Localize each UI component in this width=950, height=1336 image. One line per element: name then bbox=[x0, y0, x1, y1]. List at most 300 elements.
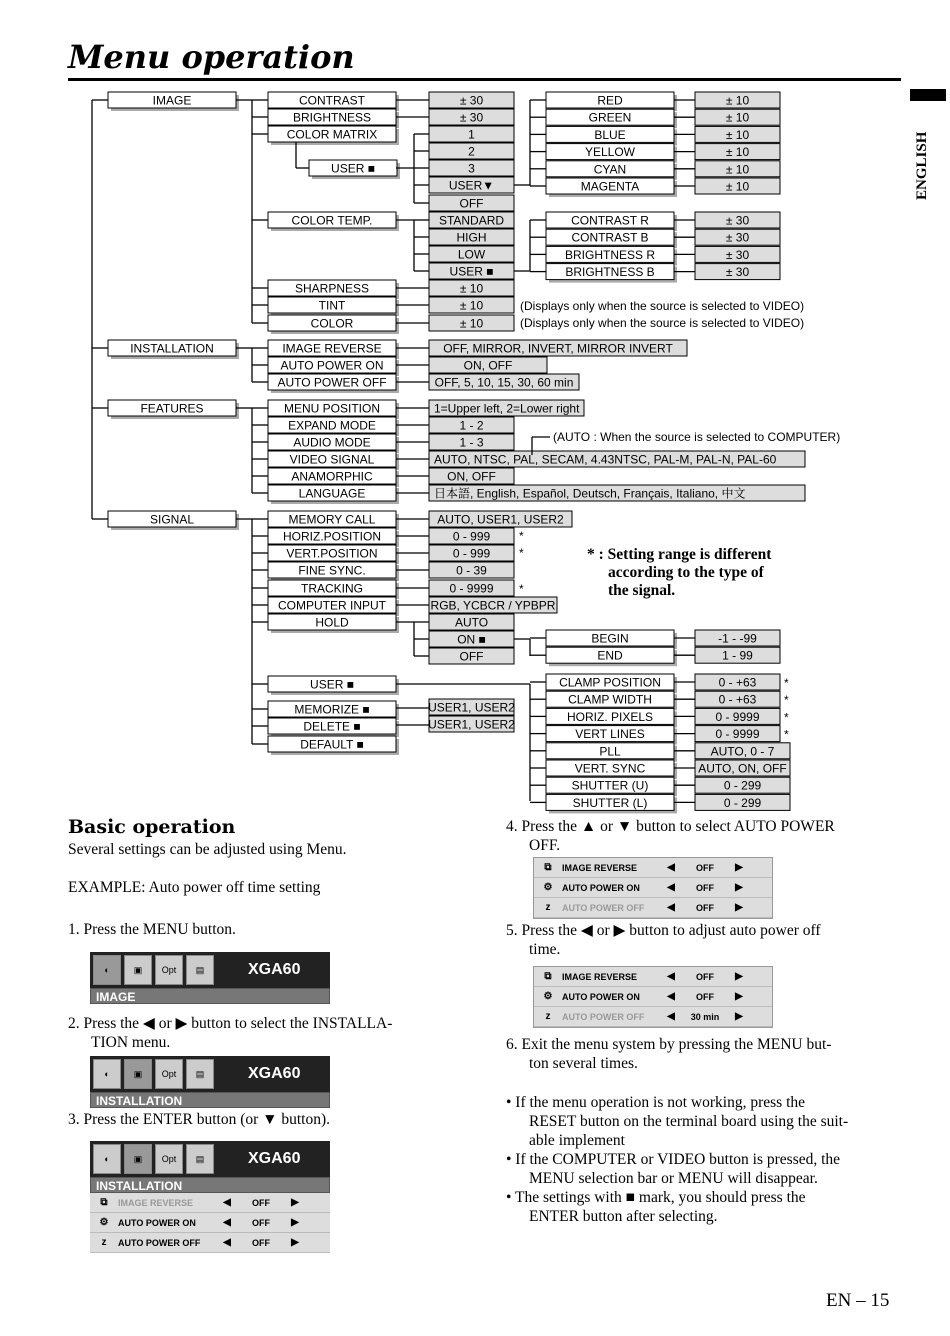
user-sub-value bbox=[695, 691, 780, 707]
top-menu-features bbox=[108, 400, 239, 419]
basic-operation-heading: Basic operation bbox=[68, 816, 236, 838]
features-value bbox=[429, 468, 514, 484]
step-6a: 6. Exit the menu system by pressing the MENU but- bbox=[506, 1036, 832, 1053]
top-menu-installation bbox=[108, 340, 239, 359]
auto-note: (AUTO : When the source is selected to COMPUTER) bbox=[553, 430, 841, 444]
features-item-label: AUDIO MODE bbox=[293, 435, 371, 450]
hold-value bbox=[695, 630, 780, 646]
setting-note-2: according to the type of bbox=[608, 564, 764, 581]
hold-item bbox=[546, 647, 677, 666]
user-sub-item bbox=[546, 708, 677, 727]
image-value-label: ± 10 bbox=[459, 316, 484, 331]
features-value bbox=[429, 400, 584, 416]
color-temp-item bbox=[546, 264, 677, 283]
step-1: 1. Press the MENU button. bbox=[68, 921, 236, 938]
signal-user-sub bbox=[268, 701, 399, 720]
image-value bbox=[429, 229, 514, 245]
installation-value bbox=[429, 374, 579, 390]
signal-value bbox=[429, 562, 514, 578]
color-temp-item bbox=[546, 212, 677, 231]
user-sub-item-label: VERT. SYNC bbox=[574, 761, 646, 776]
hold-off-value-label: OFF bbox=[459, 649, 484, 664]
image-value-label: ± 30 bbox=[459, 93, 484, 108]
features-menu-icon: Opt bbox=[155, 955, 183, 985]
user-sub-item-label: SHUTTER (U) bbox=[571, 778, 649, 793]
signal-item bbox=[268, 562, 399, 581]
row-value: OFF bbox=[696, 862, 714, 873]
page-title: Menu operation bbox=[68, 38, 355, 76]
user-sub-value bbox=[695, 726, 780, 742]
matrix-color-item-label: GREEN bbox=[588, 110, 632, 125]
image-value bbox=[429, 160, 514, 176]
hold-value-label: -1 - -99 bbox=[718, 631, 757, 646]
bullet-2b: MENU selection bar or MENU will disappear. bbox=[529, 1170, 818, 1187]
memorize-value-label: USER1, USER2 bbox=[428, 700, 515, 715]
signal-item-label: VERT.POSITION bbox=[286, 546, 378, 561]
signal-item-label: MEMORY CALL bbox=[288, 512, 376, 527]
image-menu-icon: ◐ bbox=[93, 955, 121, 985]
matrix-color-value bbox=[695, 178, 780, 194]
auto-power-on-icon: ⚙ bbox=[99, 1217, 109, 1228]
image-value-label: LOW bbox=[457, 247, 486, 262]
image-item bbox=[268, 212, 399, 231]
bullet-3b: ENTER button after selecting. bbox=[529, 1208, 718, 1225]
signal-value-label: 0 - 999 bbox=[452, 546, 491, 561]
features-item bbox=[268, 434, 399, 453]
image-item bbox=[268, 92, 399, 111]
features-item-label: MENU POSITION bbox=[283, 401, 381, 416]
menu-screen-1 bbox=[90, 952, 330, 1004]
image-item bbox=[268, 109, 399, 128]
auto-power-off-icon: z bbox=[101, 1237, 107, 1248]
features-value-label: 1 - 2 bbox=[459, 418, 484, 433]
model-name: XGA60 bbox=[248, 1065, 301, 1082]
user-sub-value-label: AUTO, ON, OFF bbox=[698, 761, 787, 776]
signal-value bbox=[429, 545, 514, 561]
features-menu-icon: Opt bbox=[155, 1059, 183, 1089]
image-value-label: 3 bbox=[468, 161, 475, 176]
top-menu-image-label: IMAGE bbox=[152, 93, 192, 108]
user-sub-item bbox=[546, 777, 677, 796]
features-item bbox=[268, 451, 399, 470]
matrix-color-value bbox=[695, 92, 780, 108]
left-arrow-icon: ◀ bbox=[667, 971, 675, 982]
top-menu-signal bbox=[108, 511, 239, 530]
row-value: OFF bbox=[252, 1197, 270, 1208]
image-item-label: COLOR TEMP. bbox=[291, 213, 373, 228]
user-sub-value bbox=[695, 743, 790, 759]
signal-item bbox=[268, 597, 399, 616]
right-arrow-icon: ▶ bbox=[735, 902, 743, 913]
image-item-label: COLOR MATRIX bbox=[286, 127, 378, 142]
signal-value-label: 0 - 9999 bbox=[449, 581, 494, 596]
step-5b: time. bbox=[529, 941, 561, 958]
delete-value-label: USER1, USER2 bbox=[428, 717, 515, 732]
user-sub-item bbox=[546, 691, 677, 710]
left-arrow-icon: ◀ bbox=[223, 1237, 231, 1248]
matrix-color-item-label: YELLOW bbox=[584, 145, 636, 160]
matrix-color-item bbox=[546, 92, 677, 111]
row-value: OFF bbox=[252, 1237, 270, 1248]
signal-menu-icon: ▤ bbox=[186, 1144, 214, 1174]
image-value-label: ± 10 bbox=[459, 281, 484, 296]
left-arrow-icon: ◀ bbox=[667, 862, 675, 873]
user-sub-value-label: 0 - 9999 bbox=[715, 727, 760, 742]
user-sub-item bbox=[546, 794, 677, 813]
signal-value-label: AUTO, USER1, USER2 bbox=[437, 512, 564, 527]
signal-item bbox=[268, 545, 399, 564]
image-value bbox=[429, 126, 514, 142]
image-value-label: ± 10 bbox=[459, 298, 484, 313]
signal-value-label: 0 - 39 bbox=[456, 563, 487, 578]
matrix-color-value-label: ± 10 bbox=[725, 179, 750, 194]
matrix-color-item bbox=[546, 178, 677, 197]
image-value-label: USER ■ bbox=[449, 264, 494, 279]
image-value-label: STANDARD bbox=[438, 213, 505, 228]
step-2b: TION menu. bbox=[91, 1034, 171, 1051]
row-label: IMAGE REVERSE bbox=[562, 862, 638, 873]
image-item bbox=[309, 160, 400, 179]
image-value bbox=[429, 246, 514, 262]
menu-bar: INSTALLATION bbox=[90, 1092, 330, 1108]
image-menu-icon: ◐ bbox=[93, 1144, 121, 1174]
row-label: IMAGE REVERSE bbox=[562, 971, 638, 982]
color-temp-value-label: ± 30 bbox=[725, 265, 750, 280]
color-temp-value bbox=[695, 229, 780, 245]
signal-item-label: HORIZ.POSITION bbox=[282, 529, 382, 544]
row-value: OFF bbox=[696, 971, 714, 982]
matrix-color-value-label: ± 10 bbox=[725, 127, 750, 142]
hold-on-value-label: ON ■ bbox=[457, 632, 486, 647]
right-arrow-icon: ▶ bbox=[291, 1237, 299, 1248]
user-sub-value-label: 0 - 299 bbox=[723, 795, 762, 810]
image-value-label: HIGH bbox=[456, 230, 487, 245]
hold-item-label: END bbox=[597, 648, 623, 663]
delete-value bbox=[428, 716, 515, 732]
matrix-color-item bbox=[546, 161, 677, 180]
memorize-value bbox=[428, 699, 515, 715]
matrix-color-value bbox=[695, 126, 780, 142]
step-5a: 5. Press the ◀ or ▶ button to adjust auto power off bbox=[506, 922, 821, 939]
setting-note-1: * : Setting range is different bbox=[587, 546, 772, 563]
matrix-color-item bbox=[546, 126, 677, 145]
menu-rows-step-4 bbox=[533, 857, 773, 919]
right-arrow-icon: ▶ bbox=[735, 991, 743, 1002]
image-item-label: COLOR bbox=[310, 316, 354, 331]
image-value-label: OFF bbox=[459, 196, 484, 211]
installation-value bbox=[429, 340, 687, 356]
color-temp-value bbox=[695, 212, 780, 228]
image-value bbox=[429, 212, 514, 228]
right-arrow-icon: ▶ bbox=[291, 1197, 299, 1208]
signal-item bbox=[268, 580, 399, 599]
installation-value-label: OFF, MIRROR, INVERT, MIRROR INVERT bbox=[443, 341, 673, 356]
top-menu-image bbox=[108, 92, 239, 111]
row-value: OFF bbox=[696, 902, 714, 913]
features-value-label: 日本語, English, Español, Deutsch, Français, Italiano, 中文 bbox=[434, 486, 746, 501]
bullet-1a: • If the menu operation is not working, press the bbox=[506, 1094, 806, 1111]
user-sub-item bbox=[546, 743, 677, 762]
signal-value bbox=[429, 511, 572, 527]
left-arrow-icon: ◀ bbox=[223, 1197, 231, 1208]
image-reverse-icon: ⧉ bbox=[544, 862, 552, 873]
image-item-label: BRIGHTNESS bbox=[292, 110, 372, 125]
user-sub-item bbox=[546, 674, 677, 693]
signal-item bbox=[268, 528, 399, 547]
features-item bbox=[268, 468, 399, 487]
features-menu-icon: Opt bbox=[155, 1144, 183, 1174]
image-value bbox=[429, 297, 514, 313]
matrix-color-value-label: ± 10 bbox=[725, 162, 750, 177]
image-reverse-icon: ⧉ bbox=[100, 1197, 108, 1208]
image-item bbox=[268, 297, 399, 316]
hold-item bbox=[546, 630, 677, 649]
auto-power-off-icon: z bbox=[545, 1011, 551, 1022]
user-sub-value-label: AUTO, 0 - 7 bbox=[710, 744, 775, 759]
top-menu-signal-label: SIGNAL bbox=[149, 512, 195, 527]
signal-user-item bbox=[268, 676, 399, 695]
user-sub-value-label: 0 - +63 bbox=[718, 675, 757, 690]
matrix-color-item-label: CYAN bbox=[593, 162, 627, 177]
row-label: IMAGE REVERSE bbox=[118, 1197, 194, 1208]
image-value-label: USER▼ bbox=[448, 178, 495, 193]
right-arrow-icon: ▶ bbox=[735, 882, 743, 893]
step-4b: OFF. bbox=[529, 837, 561, 854]
color-temp-item bbox=[546, 229, 677, 248]
features-value-label: 1=Upper left, 2=Lower right bbox=[434, 401, 580, 416]
range-star: * bbox=[519, 546, 524, 560]
image-item bbox=[268, 126, 399, 145]
matrix-color-value bbox=[695, 109, 780, 125]
example-text: EXAMPLE: Auto power off time setting bbox=[68, 879, 321, 896]
signal-user-item-label: USER ■ bbox=[310, 677, 354, 692]
user-sub-item bbox=[546, 726, 677, 745]
row-value: OFF bbox=[696, 991, 714, 1002]
color-temp-value-label: ± 30 bbox=[725, 213, 750, 228]
image-value bbox=[429, 195, 514, 211]
row-label: AUTO POWER OFF bbox=[562, 1011, 645, 1022]
image-item-label: SHARPNESS bbox=[294, 281, 370, 296]
signal-menu-icon: ▤ bbox=[186, 955, 214, 985]
matrix-color-value bbox=[695, 144, 780, 160]
page-number: EN – 15 bbox=[826, 1290, 890, 1311]
signal-item-label: TRACKING bbox=[300, 581, 364, 596]
installation-value-label: ON, OFF bbox=[463, 358, 513, 373]
installation-item bbox=[268, 374, 399, 393]
menu-bar: INSTALLATION bbox=[90, 1177, 330, 1193]
installation-item-label: AUTO POWER ON bbox=[280, 358, 384, 373]
color-temp-item bbox=[546, 246, 677, 265]
step-4a: 4. Press the ▲ or ▼ button to select AUTO POWER bbox=[506, 818, 835, 835]
features-item-label: EXPAND MODE bbox=[288, 418, 376, 433]
user-sub-value bbox=[695, 794, 790, 810]
bullet-1c: able implement bbox=[529, 1132, 625, 1149]
matrix-color-item-label: MAGENTA bbox=[580, 179, 640, 194]
hold-off-value bbox=[429, 648, 514, 664]
bullet-3a: • The settings with ■ mark, you should press the bbox=[506, 1189, 806, 1206]
range-star: * bbox=[784, 710, 789, 725]
image-value bbox=[429, 315, 514, 331]
matrix-color-value-label: ± 10 bbox=[725, 110, 750, 125]
row-label: AUTO POWER OFF bbox=[562, 902, 645, 913]
step-6b: ton several times. bbox=[529, 1055, 638, 1072]
step-3: 3. Press the ENTER button (or ▼ button). bbox=[68, 1111, 331, 1128]
basic-intro: Several settings can be adjusted using Menu. bbox=[68, 841, 347, 858]
image-item bbox=[268, 280, 399, 299]
color-temp-item-label: BRIGHTNESS R bbox=[564, 247, 656, 262]
matrix-color-item bbox=[546, 109, 677, 128]
installation-value bbox=[429, 357, 547, 373]
installation-value-label: OFF, 5, 10, 15, 30, 60 min bbox=[434, 375, 574, 390]
image-item-label: USER ■ bbox=[331, 161, 375, 176]
signal-value-label: 0 - 999 bbox=[452, 529, 491, 544]
matrix-color-value bbox=[695, 161, 780, 177]
video-note-color: (Displays only when the source is selected to VIDEO) bbox=[520, 316, 805, 330]
features-value-label: AUTO, NTSC, PAL, SECAM, 4.43NTSC, PAL-M, PAL-N, PAL-60 bbox=[434, 452, 777, 467]
matrix-color-value-label: ± 10 bbox=[725, 93, 750, 108]
matrix-color-item-label: BLUE bbox=[594, 127, 626, 142]
color-temp-item-label: CONTRAST R bbox=[571, 213, 649, 228]
color-temp-value bbox=[695, 264, 780, 280]
image-reverse-icon: ⧉ bbox=[544, 971, 552, 982]
user-sub-item bbox=[546, 760, 677, 779]
user-sub-item-label: SHUTTER (L) bbox=[572, 795, 648, 810]
right-arrow-icon: ▶ bbox=[735, 971, 743, 982]
user-sub-value-label: 0 - +63 bbox=[718, 692, 757, 707]
hold-on-value bbox=[429, 631, 514, 647]
range-star: * bbox=[519, 582, 524, 596]
left-arrow-icon: ◀ bbox=[667, 1011, 675, 1022]
auto-power-off-icon: z bbox=[545, 902, 551, 913]
signal-value-label: AUTO bbox=[454, 615, 489, 630]
image-value-label: ± 30 bbox=[459, 110, 484, 125]
image-value bbox=[429, 92, 514, 108]
user-sub-item-label: CLAMP POSITION bbox=[559, 675, 661, 690]
features-value bbox=[429, 451, 805, 467]
image-value bbox=[429, 280, 514, 296]
range-star: * bbox=[784, 727, 789, 742]
language-tab: ENGLISH bbox=[914, 131, 930, 200]
installation-item-label: AUTO POWER OFF bbox=[277, 375, 387, 390]
features-value-label: 1 - 3 bbox=[459, 435, 484, 450]
left-arrow-icon: ◀ bbox=[223, 1217, 231, 1228]
top-menu-features-label: FEATURES bbox=[140, 401, 204, 416]
row-label: AUTO POWER ON bbox=[562, 991, 640, 1002]
top-menu-installation-label: INSTALLATION bbox=[130, 341, 214, 356]
user-sub-item-label: CLAMP WIDTH bbox=[568, 692, 652, 707]
row-label: AUTO POWER OFF bbox=[118, 1237, 201, 1248]
features-value bbox=[429, 434, 514, 450]
image-value-label: 1 bbox=[468, 127, 475, 142]
installation-item-label: IMAGE REVERSE bbox=[282, 341, 382, 356]
image-value bbox=[429, 109, 514, 125]
features-value-label: ON, OFF bbox=[447, 469, 496, 484]
color-temp-value-label: ± 30 bbox=[725, 230, 750, 245]
features-value bbox=[429, 417, 514, 433]
user-sub-item-label: PLL bbox=[599, 744, 621, 759]
signal-menu-icon: ▤ bbox=[186, 1059, 214, 1089]
signal-item-label: HOLD bbox=[315, 615, 349, 630]
model-name: XGA60 bbox=[248, 1150, 301, 1167]
color-temp-item-label: BRIGHTNESS B bbox=[565, 265, 655, 280]
signal-item bbox=[268, 511, 399, 530]
features-item bbox=[268, 485, 399, 504]
signal-user-sub bbox=[268, 718, 399, 737]
setting-note-3: the signal. bbox=[608, 582, 676, 599]
signal-value bbox=[429, 614, 514, 630]
image-item bbox=[268, 315, 399, 334]
signal-user-sub bbox=[268, 736, 399, 755]
hold-item-label: BEGIN bbox=[591, 631, 629, 646]
range-star: * bbox=[784, 693, 789, 708]
features-item-label: LANGUAGE bbox=[298, 486, 366, 501]
user-sub-value bbox=[695, 674, 780, 690]
model-name: XGA60 bbox=[248, 961, 301, 978]
right-arrow-icon: ▶ bbox=[291, 1217, 299, 1228]
installation-menu-icon: ▣ bbox=[124, 1144, 152, 1174]
range-star: * bbox=[519, 529, 524, 543]
installation-menu-icon: ▣ bbox=[124, 1059, 152, 1089]
matrix-color-value-label: ± 10 bbox=[725, 145, 750, 160]
right-arrow-icon: ▶ bbox=[735, 862, 743, 873]
menu-screen-2 bbox=[90, 1056, 330, 1108]
installation-item bbox=[268, 340, 399, 359]
features-item bbox=[268, 400, 399, 419]
image-item-label: TINT bbox=[318, 298, 346, 313]
step-2a: 2. Press the ◀ or ▶ button to select the INSTALLA- bbox=[68, 1015, 393, 1032]
signal-value-label: RGB, YCBCR / YPBPR bbox=[430, 598, 556, 613]
installation-item bbox=[268, 357, 399, 376]
user-sub-item-label: HORIZ. PIXELS bbox=[566, 709, 654, 724]
features-item-label: ANAMORPHIC bbox=[291, 469, 373, 484]
user-sub-value-label: 0 - 299 bbox=[723, 778, 762, 793]
signal-item bbox=[268, 614, 399, 633]
auto-power-on-icon: ⚙ bbox=[543, 991, 553, 1002]
image-value-label: 2 bbox=[468, 144, 475, 159]
right-arrow-icon: ▶ bbox=[735, 1011, 743, 1022]
signal-value bbox=[429, 580, 514, 596]
installation-menu-icon: ▣ bbox=[124, 955, 152, 985]
signal-user-sub-label: MEMORIZE ■ bbox=[294, 702, 370, 717]
bullet-2a: • If the COMPUTER or VIDEO button is pressed, the bbox=[506, 1151, 841, 1168]
hold-value-label: 1 - 99 bbox=[722, 648, 753, 663]
features-item-label: VIDEO SIGNAL bbox=[289, 452, 375, 467]
image-value bbox=[429, 143, 514, 159]
menu-rows-step-5 bbox=[533, 966, 773, 1028]
video-note-tint: (Displays only when the source is selected to VIDEO) bbox=[520, 299, 805, 313]
hold-value bbox=[695, 647, 780, 663]
signal-user-sub-label: DELETE ■ bbox=[303, 719, 361, 734]
bullet-1b: RESET button on the terminal board using the suit- bbox=[529, 1113, 849, 1130]
image-value bbox=[429, 263, 514, 279]
signal-value bbox=[429, 597, 557, 613]
menu-screen-3 bbox=[90, 1141, 330, 1253]
row-label: AUTO POWER ON bbox=[118, 1217, 196, 1228]
features-value bbox=[429, 485, 805, 501]
range-star: * bbox=[784, 676, 789, 690]
user-sub-value-label: 0 - 9999 bbox=[715, 709, 760, 724]
image-menu-icon: ◐ bbox=[93, 1059, 121, 1089]
color-temp-value-label: ± 30 bbox=[725, 247, 750, 262]
signal-user-sub-label: DEFAULT ■ bbox=[300, 737, 364, 752]
user-sub-value bbox=[695, 777, 790, 793]
user-sub-item-label: VERT LINES bbox=[575, 727, 645, 742]
left-arrow-icon: ◀ bbox=[667, 882, 675, 893]
signal-item-label: COMPUTER INPUT bbox=[278, 598, 386, 613]
matrix-color-item-label: RED bbox=[597, 93, 623, 108]
matrix-color-item bbox=[546, 144, 677, 163]
signal-value bbox=[429, 528, 514, 544]
